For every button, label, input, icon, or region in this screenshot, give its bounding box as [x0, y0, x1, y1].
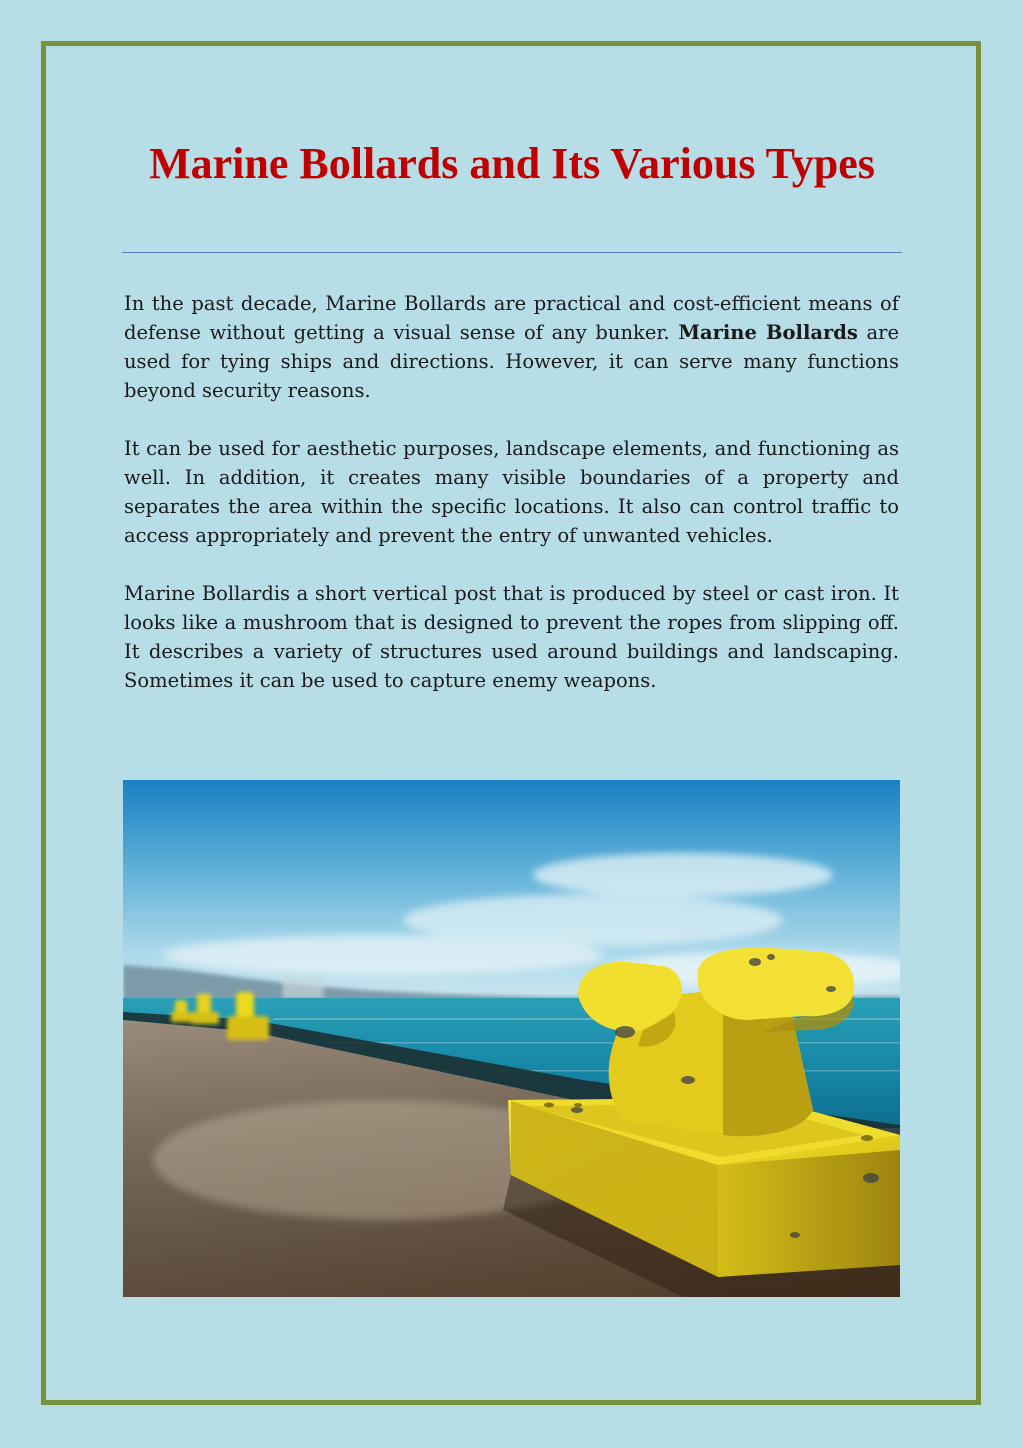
marine-bollard-photo [123, 780, 900, 1297]
paragraph-1-continued: are used for tying ships and directions. However, it can serve many functions beyond security reasons. [124, 321, 899, 402]
title-underline [122, 252, 902, 253]
paragraph-1-intro: In the past decade, Marine Bollards are practical and cost-efficient means of defense without getting a visual sense of any bunker. [124, 292, 899, 344]
paragraph-2: It can be used for aesthetic purposes, landscape elements, and functioning as well. In addition, it creates many visible boundaries of a property and separates the area within the specific locations. It also can control traffic to access appropriately and prevent the entry of unwanted vehicles. [124, 437, 899, 547]
article-body [124, 289, 899, 724]
document-title: Marine Bollards and Its Various Types [149, 139, 875, 188]
paragraph-1 [124, 289, 899, 405]
bold-term-marine-bollards: Marine Bollards [678, 321, 858, 344]
paragraph-3: Marine Bollardis a short vertical post that is produced by steel or cast iron. It looks like a mushroom that is designed to prevent the ropes from slipping off. It describes a variety of structures used around buildings and landscaping. Sometimes it can be used to capture enemy weapons. [124, 582, 899, 692]
